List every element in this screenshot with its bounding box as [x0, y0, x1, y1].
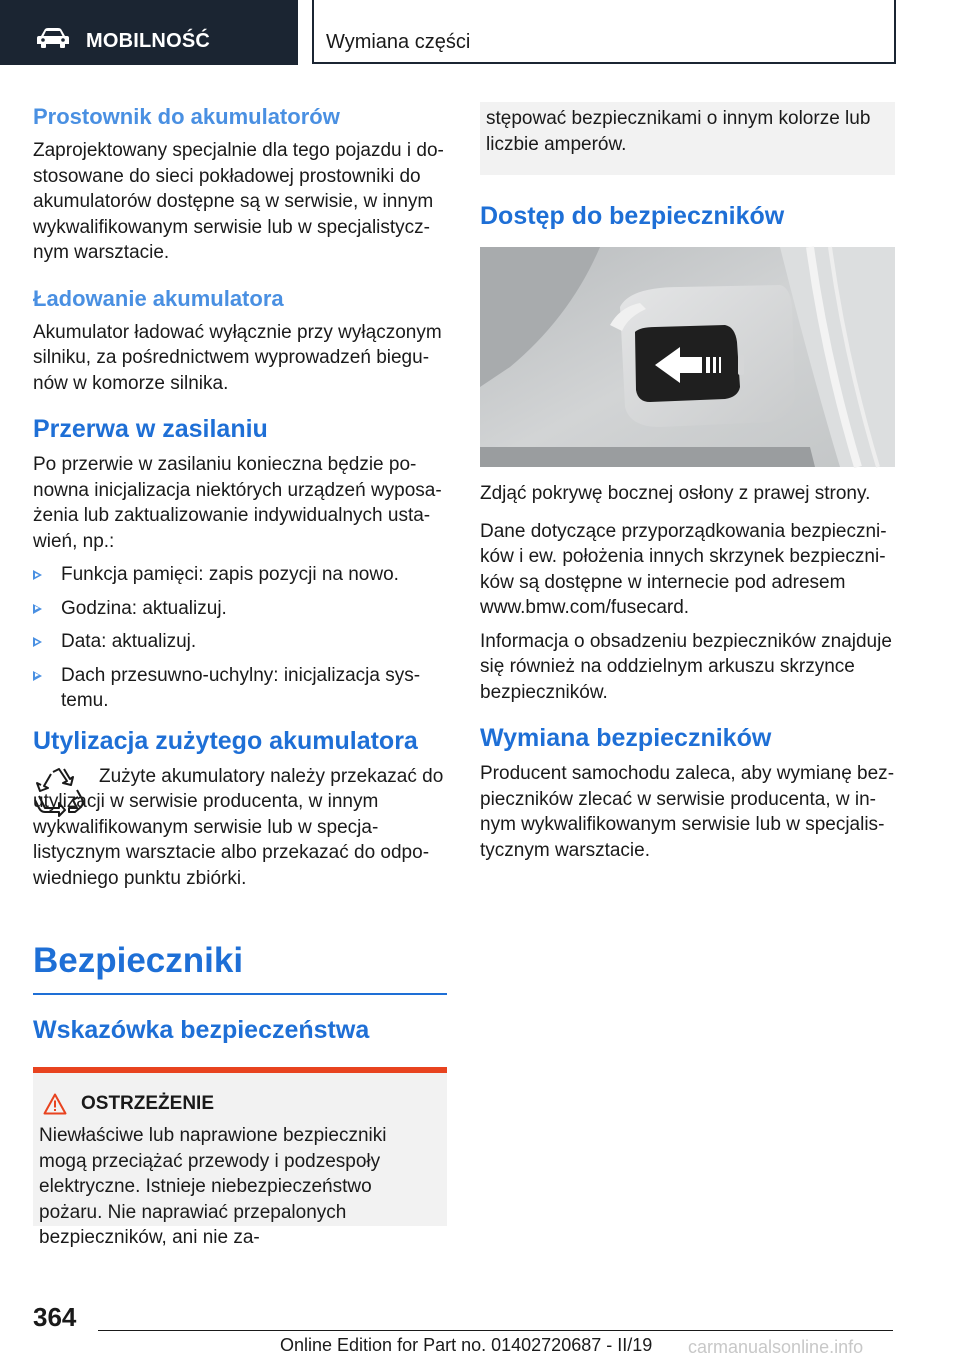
fuse-sheet-text: Informacja o obsadzeniu bezpieczników znajduje się również na oddzielnym arkuszu skrzynce bezpieczników.	[480, 630, 892, 703]
footer-divider	[98, 1330, 893, 1331]
charging-text: Akumulator ładować wyłącznie przy wyłączonym silniku, za pośrednictwem wyprowadzeń biegunów w komorze silnika.	[33, 321, 442, 394]
edition-note: Online Edition for Part no. 01402720687 - II/19	[280, 1335, 653, 1355]
disposal-text: Zużyte akumulatory należy przekazać do utylizacji w serwisie producenta, w innym wykwalifikowanym serwisie lub w specjalistycznym warsztacie albo przekazać do odpowiedniego punktu zbiórki.	[33, 765, 444, 889]
recycle-icon	[33, 766, 85, 818]
disposal-block	[33, 764, 447, 892]
page-number: 364	[33, 1302, 77, 1332]
warning-label: OSTRZEŻENIE	[81, 1093, 215, 1114]
watermark: carmanualsonline.info	[688, 1337, 864, 1357]
heading-power-cut: Przerwa w zasilaniu	[33, 415, 268, 443]
fuse-cover-photo	[480, 247, 895, 467]
warning-box	[33, 1067, 447, 1248]
warning-triangle-icon	[43, 1093, 67, 1115]
list-item: Data: aktualizuj.	[33, 629, 447, 655]
heading-disposal: Utylizacja zużytego akumulatora	[33, 726, 418, 755]
rectifier-text: Zaprojektowany specjalnie dla tego pojazdu i dostosowane do sieci pokładowej prostowniki do akumulatorów dostępne są w serwisie, w innym wykwalifikowanym serwisie lub w specjalistycznym warsztacie.	[33, 140, 444, 263]
photo-caption: Zdjąć pokrywę bocznej osłony z prawej strony.	[480, 483, 871, 504]
header-section-title: MOBILNOŚĆ	[86, 30, 211, 52]
warning-title	[39, 1093, 439, 1115]
heading-charging: Ładowanie akumulatora	[33, 285, 284, 311]
warning-text: Niewłaściwe lub naprawione bezpieczniki mogą przeciążać przewody i podzespoły elektryczne. Istnieje niebezpieczeństwo pożaru. Nie naprawiać przepalonych bezpieczników, ani nie za-	[39, 1125, 387, 1248]
power-cut-list	[33, 562, 447, 714]
warning-continuation-text: stępować bezpiecznikami o innym kolorze lub liczbie amperów.	[486, 108, 871, 155]
header-chapter-title: Wymiana części	[326, 31, 471, 53]
list-item: Funkcja pamięci: zapis pozycji na nowo.	[33, 562, 447, 588]
bullet-triangle-icon	[33, 604, 42, 614]
heading-fuse-replace: Wymiana bezpieczników	[480, 724, 772, 752]
left-column	[33, 102, 447, 1248]
list-item: Godzina: aktualizuj.	[33, 596, 447, 622]
bullet-triangle-icon	[33, 570, 42, 580]
right-column	[480, 102, 895, 863]
header-chapter-box	[312, 0, 896, 64]
heading-rectifier: Prostownik do akumulatorów	[33, 104, 340, 129]
heading-safety-note: Wskazówka bezpieczeństwa	[33, 1016, 370, 1044]
fuse-replace-text: Producent samochodu zaleca, aby wymianę bezpieczników zlecać w serwisie producenta, w innym wykwalifikowanym serwisie lub w specjalistycznym warsztacie.	[480, 763, 895, 861]
car-icon	[36, 27, 70, 49]
list-item: Dach przesuwno-uchylny: inicjalizacja systemu.	[33, 663, 447, 714]
fuse-info-text: Dane dotyczące przyporządkowania bezpieczników i ew. położenia innych skrzynek bezpieczników są dostępne w internecie pod adresem www.bmw.com/fusecard.	[480, 520, 887, 618]
bullet-triangle-icon	[33, 637, 42, 647]
header-section-tab	[0, 0, 298, 65]
power-cut-text: Po przerwie w zasilaniu konieczna będzie ponowna inicjalizacja niektórych urządzeń wyposażenia lub zaktualizowanie indywidualnych ustawień, np.:	[33, 454, 442, 552]
heading-fuse-access: Dostęp do bezpieczników	[480, 202, 785, 230]
warning-continuation-box	[480, 102, 895, 175]
bullet-triangle-icon	[33, 671, 42, 681]
heading-fuses: Bezpieczniki	[33, 937, 447, 995]
